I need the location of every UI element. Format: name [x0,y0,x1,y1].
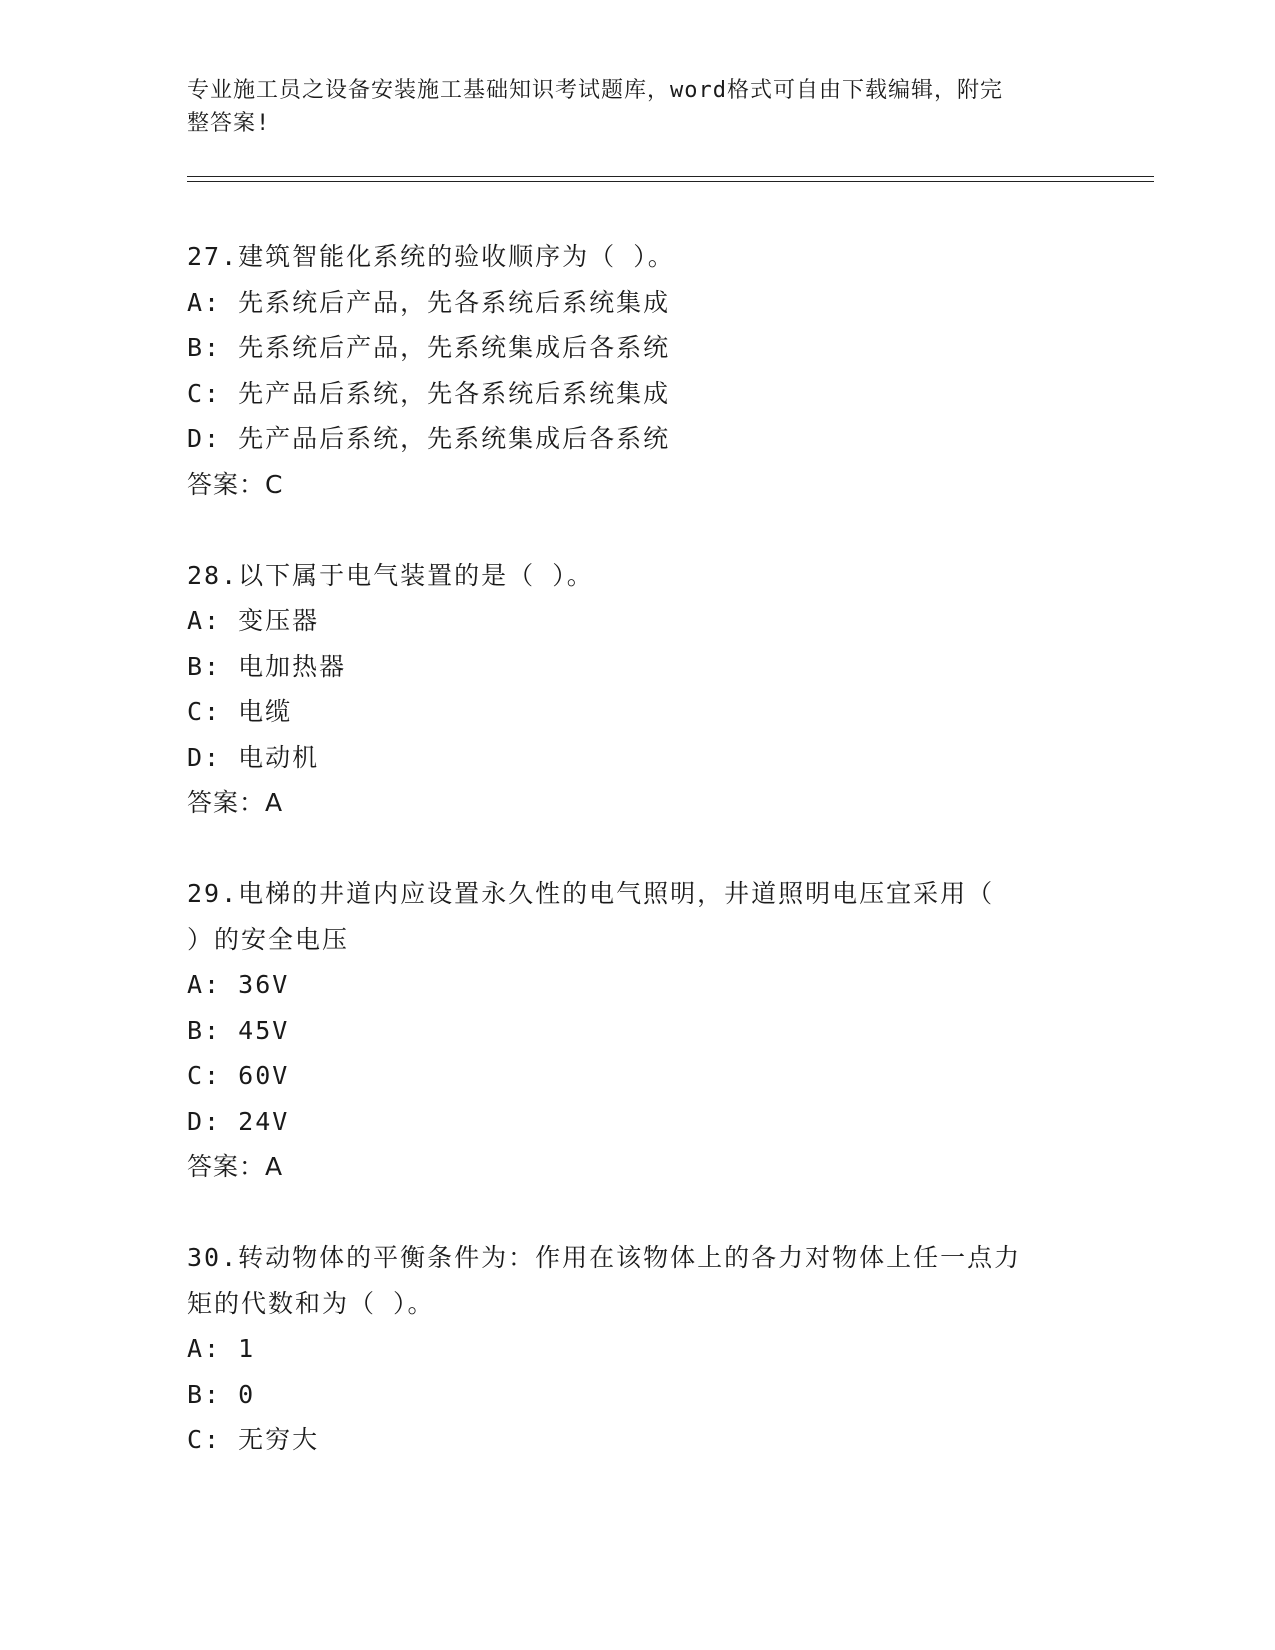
option-text: 0 [238,1379,256,1409]
answer-line: 答案：C [187,469,284,499]
option-c [187,1053,1087,1099]
option-c [187,1417,1087,1463]
option-text: 45V [238,1015,290,1045]
option-key: C: [187,697,222,726]
option-key: A: [187,1334,222,1363]
question-27 [187,234,1087,507]
option-key: A: [187,606,222,635]
option-key: C: [187,378,222,408]
option-key: B: [187,1379,222,1409]
option-d [187,735,1087,781]
option-c [187,371,1087,417]
header-line-1: 专业施工员之设备安装施工基础知识考试题库，word格式可自由下载编辑，附完 [187,78,1003,103]
option-text: 24V [238,1106,290,1136]
option-text: 先系统后产品，先系统集成后各系统 [238,333,671,362]
option-text: 先系统后产品，先各系统后系统集成 [238,287,671,317]
answer-line: 答案：A [187,788,284,817]
option-c [187,689,1087,735]
option-text: 先产品后系统，先系统集成后各系统 [238,424,671,453]
question-30 [187,1235,1087,1463]
option-a [187,598,1087,644]
option-text: 电加热器 [238,651,347,681]
header-rule-top [187,176,1154,177]
option-a [187,1326,1087,1372]
option-b [187,1372,1087,1418]
option-text: 36V [238,970,290,999]
option-a [187,280,1087,326]
option-a [187,962,1087,1008]
question-29 [187,871,1087,1190]
option-text: 1 [238,1334,256,1363]
answer-line: 答案：A [187,1152,284,1181]
question-28 [187,553,1087,826]
document-header [187,74,1067,140]
option-d [187,416,1087,462]
question-list [187,234,1087,1508]
option-text: 60V [238,1061,290,1090]
option-key: D: [187,742,222,772]
header-rule-bottom [187,181,1154,182]
option-text: 变压器 [238,606,320,635]
option-key: B: [187,333,222,362]
option-b [187,1008,1087,1054]
option-key: D: [187,424,222,453]
option-key: B: [187,651,222,681]
option-key: A: [187,970,222,999]
question-stem: 27.建筑智能化系统的验收顺序为（ ）。 [187,242,675,271]
option-key: B: [187,1015,222,1045]
header-line-2: 整答案! [187,111,271,136]
option-text: 电动机 [238,742,320,772]
option-text: 电缆 [238,697,293,726]
question-stem-line-2: ）的安全电压 [187,924,350,954]
option-key: D: [187,1106,222,1136]
option-d [187,1099,1087,1145]
option-key: C: [187,1061,222,1090]
option-text: 无穷大 [238,1425,320,1454]
option-text: 先产品后系统，先各系统后系统集成 [238,378,671,408]
option-b [187,644,1087,690]
option-b [187,325,1087,371]
question-stem-line-1: 30.转动物体的平衡条件为：作用在该物体上的各力对物体上任一点力 [187,1243,1022,1272]
option-key: A: [187,287,222,317]
question-stem-line-2: 矩的代数和为（ ）。 [187,1288,435,1318]
question-stem-line-1: 29.电梯的井道内应设置永久性的电气照明，井道照明电压宜采用（ [187,879,995,908]
question-stem: 28.以下属于电气装置的是（ ）。 [187,560,594,590]
option-key: C: [187,1425,222,1454]
